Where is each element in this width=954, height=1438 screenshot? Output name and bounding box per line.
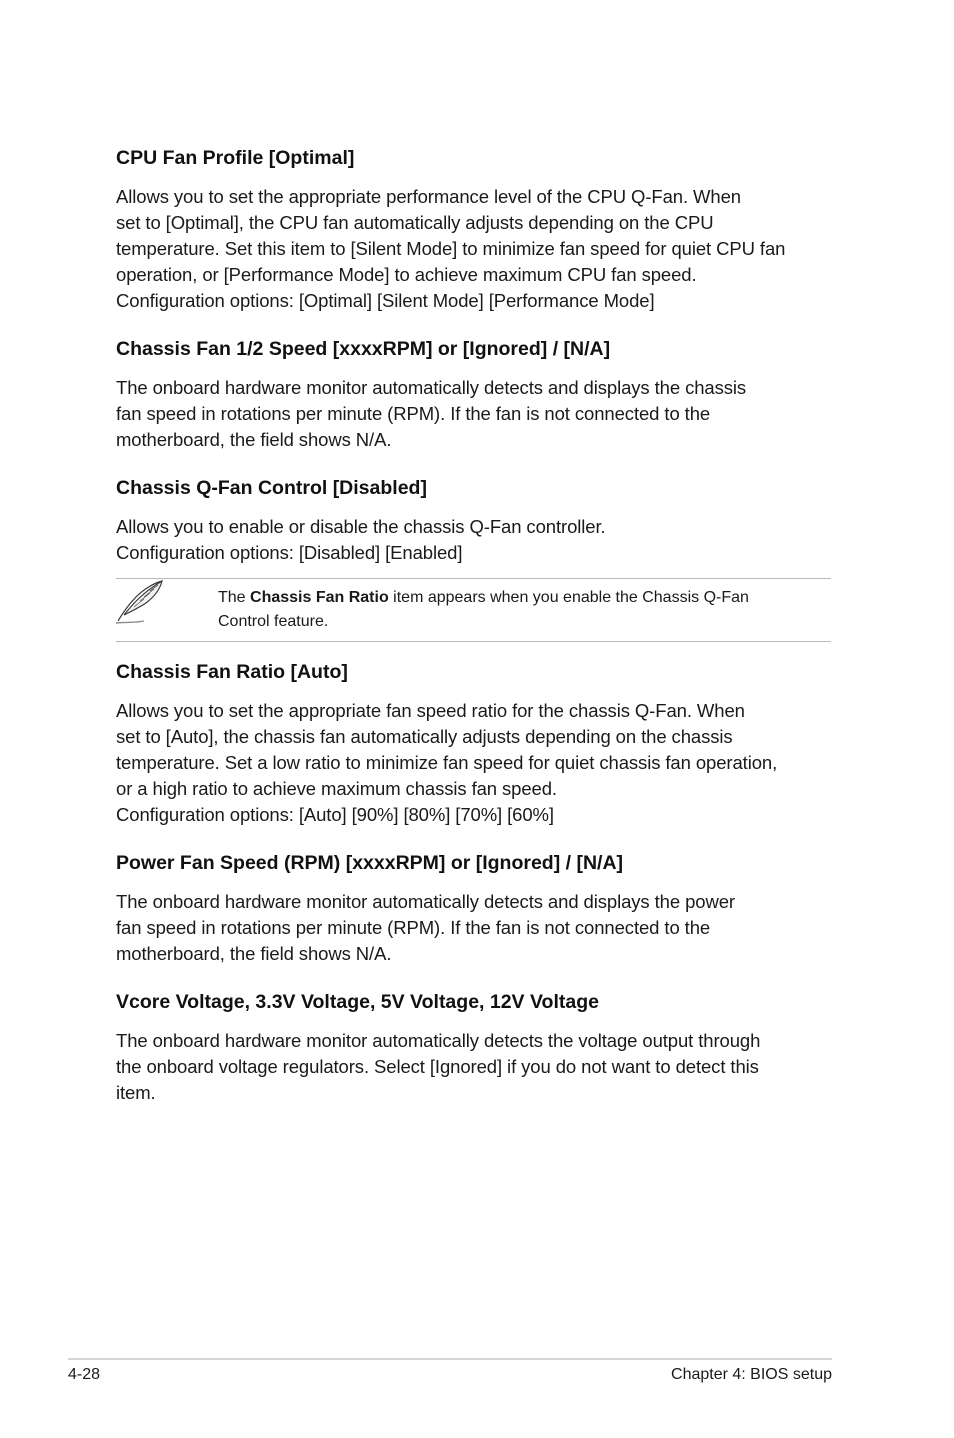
chapter-title: Chapter 4: BIOS setup — [671, 1366, 832, 1383]
section-power-fan-speed — [116, 849, 836, 967]
body-line: Configuration options: [Disabled] [Enabled] — [116, 542, 463, 563]
body-line: item. — [116, 1082, 156, 1103]
section-heading: CPU Fan Profile [Optimal] — [116, 147, 355, 169]
section-heading: Vcore Voltage, 3.3V Voltage, 5V Voltage, 12V Voltage — [116, 991, 599, 1013]
body-line: operation, or [Performance Mode] to achieve maximum CPU fan speed. — [116, 264, 697, 285]
section-heading: Power Fan Speed (RPM) [xxxxRPM] or [Ignored] / [N/A] — [116, 852, 624, 874]
body-line: The onboard hardware monitor automatically detects the voltage output through — [116, 1030, 761, 1051]
body-line: Allows you to enable or disable the chassis Q-Fan controller. — [116, 516, 606, 537]
body-line: fan speed in rotations per minute (RPM). If the fan is not connected to the — [116, 917, 711, 938]
page-content — [116, 144, 836, 1127]
section-body — [116, 514, 836, 566]
section-heading: Chassis Q-Fan Control [Disabled] — [116, 477, 427, 499]
section-chassis-fan-speed — [116, 335, 836, 453]
note-text — [218, 586, 818, 634]
section-body — [116, 1028, 836, 1106]
note-suffix: item appears when you enable the Chassis Q-Fan — [388, 589, 749, 606]
section-cpu-fan-profile — [116, 144, 836, 314]
body-line: fan speed in rotations per minute (RPM). If the fan is not connected to the — [116, 403, 711, 424]
feather-pen-icon — [114, 579, 168, 625]
body-line: motherboard, the field shows N/A. — [116, 943, 392, 964]
body-line: temperature. Set a low ratio to minimize fan speed for quiet chassis fan operation, — [116, 752, 778, 773]
body-line: or a high ratio to achieve maximum chassis fan speed. — [116, 778, 557, 799]
footer-divider — [68, 1358, 832, 1360]
section-chassis-qfan-control — [116, 474, 836, 566]
body-line: Configuration options: [Optimal] [Silent Mode] [Performance Mode] — [116, 290, 655, 311]
section-chassis-fan-ratio — [116, 658, 836, 828]
note-prefix: The — [218, 589, 251, 606]
section-heading: Chassis Fan 1/2 Speed [xxxxRPM] or [Ignored] / [N/A] — [116, 338, 611, 360]
section-body — [116, 375, 836, 453]
section-body — [116, 698, 836, 828]
page-number: 4-28 — [68, 1366, 101, 1383]
note-bold-term: Chassis Fan Ratio — [250, 589, 389, 606]
body-line: Allows you to set the appropriate performance level of the CPU Q-Fan. When — [116, 186, 741, 207]
note-box — [116, 578, 831, 642]
body-line: the onboard voltage regulators. Select [Ignored] if you do not want to detect this — [116, 1056, 759, 1077]
body-line: set to [Optimal], the CPU fan automatically adjusts depending on the CPU — [116, 212, 714, 233]
body-line: motherboard, the field shows N/A. — [116, 429, 392, 450]
body-line: Configuration options: [Auto] [90%] [80%] [70%] [60%] — [116, 804, 554, 825]
body-line: set to [Auto], the chassis fan automatically adjusts depending on the chassis — [116, 726, 733, 747]
body-line: Allows you to set the appropriate fan speed ratio for the chassis Q-Fan. When — [116, 700, 745, 721]
section-heading: Chassis Fan Ratio [Auto] — [116, 661, 348, 683]
section-voltages — [116, 988, 836, 1106]
section-body — [116, 184, 836, 314]
body-line: The onboard hardware monitor automatically detects and displays the power — [116, 891, 735, 912]
body-line: The onboard hardware monitor automatically detects and displays the chassis — [116, 377, 747, 398]
body-line: temperature. Set this item to [Silent Mode] to minimize fan speed for quiet CPU fan — [116, 238, 786, 259]
section-body — [116, 889, 836, 967]
note-line-2: Control feature. — [218, 613, 329, 630]
